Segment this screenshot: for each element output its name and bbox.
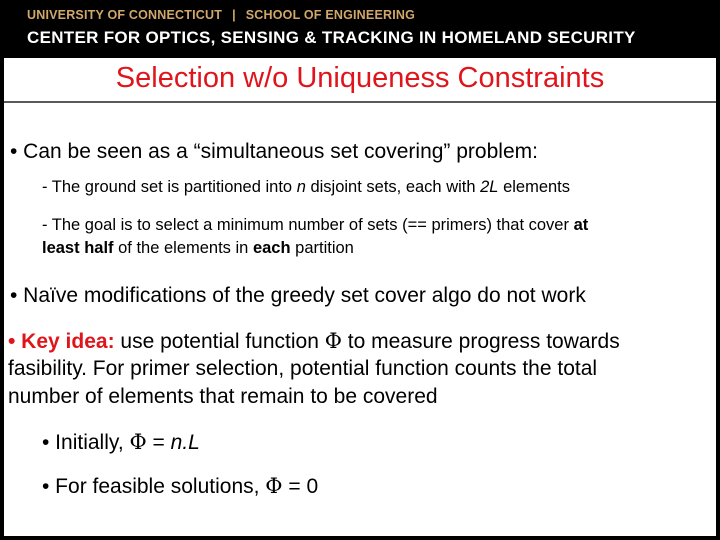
text-run: partition: [290, 239, 354, 257]
title-divider: [4, 101, 716, 103]
bullet-naive-modifications: • Naïve modifications of the greedy set cover algo do not work: [10, 284, 586, 307]
bullet-key-idea-line1: [8, 329, 620, 354]
text-run: disjoint sets, each with: [305, 178, 481, 196]
text-run: - The goal is to select a minimum number of sets (== primers) that cover: [42, 216, 574, 234]
text-run: of the elements in: [113, 239, 253, 257]
slide-body: [4, 58, 716, 536]
phi-symbol: Φ: [129, 430, 147, 454]
text-run: • For feasible solutions,: [42, 475, 266, 498]
bold-run: at: [573, 216, 589, 234]
phi-symbol: Φ: [324, 329, 342, 353]
text-run: elements: [498, 178, 571, 196]
key-idea-label: • Key idea:: [8, 330, 115, 353]
sub-bullet-feasible: [42, 474, 318, 499]
bullet-set-covering: • Can be seen as a “simultaneous set covering” problem:: [10, 140, 538, 163]
text-run: • Initially,: [42, 431, 130, 454]
sub-bullet-initially: [42, 430, 200, 455]
bullet-key-idea-line3: number of elements that remain to be covered: [8, 385, 438, 408]
text-run: to measure progress towards: [341, 330, 620, 353]
slide-title: Selection w/o Uniqueness Constraints: [115, 62, 605, 94]
var-n: n: [296, 178, 306, 196]
school-name: SCHOOL OF ENGINEERING: [245, 8, 416, 22]
header-bar: [0, 0, 720, 56]
institution-line: [27, 8, 415, 22]
text-run: =: [146, 431, 171, 454]
sub-bullet-goal-line1: [42, 216, 588, 235]
text-run: - The ground set is partitioned into: [42, 178, 297, 196]
sub-bullet-goal-line2: [42, 239, 354, 258]
center-name: CENTER FOR OPTICS, SENSING & TRACKING IN HOMELAND SECURITY: [27, 28, 636, 47]
var-nl: n.L: [170, 431, 200, 454]
bullet-key-idea-line2: fasibility. For primer selection, potential function counts the total: [8, 357, 598, 380]
phi-symbol: Φ: [265, 474, 283, 498]
university-name: UNIVERSITY OF CONNECTICUT: [27, 8, 223, 22]
bold-run: each: [252, 239, 291, 257]
bold-run: least half: [42, 239, 114, 257]
var-2l: 2L: [480, 178, 499, 196]
text-run: = 0: [282, 475, 319, 498]
sub-bullet-ground-set: [42, 178, 570, 197]
header-separator: |: [232, 8, 236, 22]
text-run: use potential function: [114, 330, 325, 353]
